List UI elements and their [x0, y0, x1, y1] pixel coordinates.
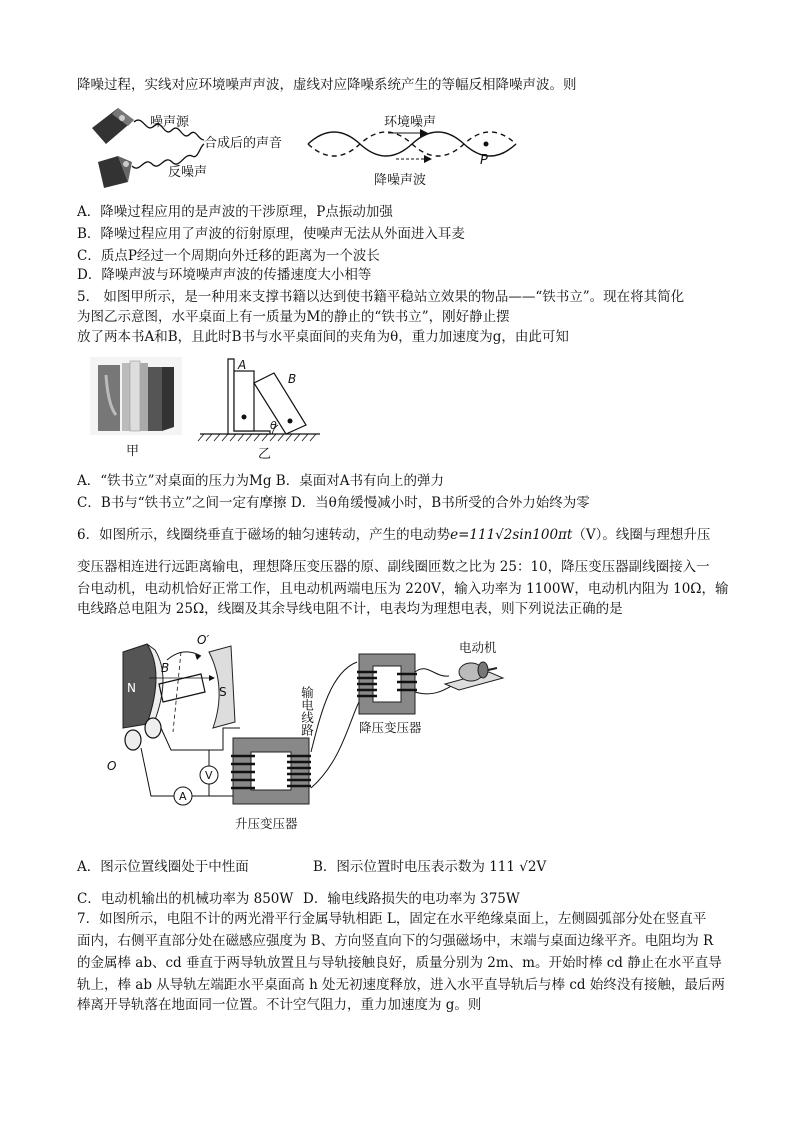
q6-option-a: A．图示位置线圈处于中性面 — [77, 859, 249, 875]
step-up-transformer — [231, 738, 311, 804]
bookend-sketch — [198, 359, 320, 441]
q6-line-3: 台电动机，电动机恰好正常工作，且电动机两端电压为 220V，输入功率为 1100W，电动机内阻为 10Ω，输 — [77, 581, 729, 597]
q6-option-d: D．输电线路损失的电功率为 375W — [303, 891, 520, 907]
q6-line-1-post: （V）。线圈与理想升压 — [572, 527, 711, 543]
step-down-label: 降压变压器 — [359, 720, 422, 735]
env-noise-label: 环境噪声 — [384, 115, 437, 130]
magnet-n-label: N — [127, 681, 136, 695]
noise-source-label: 噪声源 — [150, 115, 190, 130]
q4-option-b: B．降噪过程应用了声波的衍射原理，使噪声无法从外面进入耳麦 — [77, 226, 465, 242]
q5-line-2: 为图乙示意图，水平桌面上有一质量为M的静止的“铁书立”，刚好静止摆 — [77, 309, 510, 325]
q5-line-1: 5． 如图甲所示，是一种用来支撑书籍以达到使书籍平稳站立效果的物品——“铁书立”。现在将其简化 — [77, 289, 685, 305]
book-a — [234, 371, 254, 431]
q6-line-1-pre: 6．如图所示，线圈绕垂直于磁场的轴匀速转动，产生的电动势 — [77, 527, 451, 543]
transmission-figure — [105, 632, 525, 842]
book-a-label: A — [238, 358, 247, 372]
book-b-label: B — [288, 372, 297, 386]
voltmeter-label: V — [205, 769, 213, 782]
q5-option-cd: C．B书与“铁书立”之间一定有摩擦 D．当θ角缓慢减小时，B书所受的合外力始终为零 — [77, 495, 590, 511]
q7-line-4: 轨上，棒 ab 从导轨左端距水平桌面高 h 处无初速度释放，进入水平直导轨后与棒 cd 始终没有接触，最后两 — [77, 977, 725, 993]
anti-noise-speaker-icon — [98, 156, 132, 188]
motor-icon — [445, 662, 503, 690]
noise-cancel-figure — [88, 100, 548, 195]
q5-line-3: 放了两本书A和B，且此时B书与水平桌面间的夹角为θ，重力加速度为g，由此可知 — [77, 329, 569, 345]
q4-option-a: A．降噪过程应用的是声波的干涉原理，P点振动加强 — [77, 204, 393, 220]
point-p — [484, 142, 489, 147]
magnet-s-label: S — [219, 685, 227, 699]
axis-o-label: O — [107, 759, 117, 773]
q6-line-1 — [77, 526, 710, 544]
bookend-photo — [90, 357, 182, 435]
bookend-figure — [88, 355, 328, 465]
emf-formula: e=111√2sin100πt — [450, 527, 573, 543]
combined-sound-label: 合成后的声音 — [204, 136, 283, 151]
q7-line-2: 面内，右侧平直部分处在磁感应强度为 B、方向竖直向下的匀强磁场中，末端与桌面边缘平齐。电阻均为 R — [77, 933, 714, 949]
q4-option-c: C．质点P经过一个周期向外迁移的距离为一个波长 — [77, 248, 380, 264]
q6-option-b: B．图示位置时电压表示数为 111 √2V — [313, 859, 547, 875]
q7-line-1: 7．如图所示，电阻不计的两光滑平行金属导轨相距 L，固定在水平绝缘桌面上，左侧圆弧部分处在竖直平 — [77, 911, 707, 927]
reduce-wave-label: 降噪声波 — [374, 173, 427, 188]
q4-intro: 降噪过程，实线对应环境噪声声波，虚线对应降噪系统产生的等幅反相降噪声波。则 — [77, 77, 577, 93]
q4-option-d: D．降噪声波与环境噪声声波的传播速度大小相等 — [77, 267, 372, 283]
step-down-transformer — [357, 654, 417, 714]
point-p-label: P — [480, 153, 488, 168]
figure-label-jia: 甲 — [126, 444, 140, 459]
q6-line-2: 变压器相连进行远距离输电，理想降压变压器的原、副线圈匝数之比为 25：10，降压变压器副线圈接入一 — [77, 559, 710, 575]
q5-option-ab: A．“铁书立”对桌面的压力为Mg B．桌面对A书有向上的弹力 — [77, 473, 444, 489]
ammeter-label: A — [179, 790, 187, 803]
theta-label: θ — [270, 419, 277, 432]
step-up-label: 升压变压器 — [235, 816, 298, 831]
axis-o-prime-label: O′ — [197, 633, 210, 647]
field-b-label: B — [161, 661, 170, 675]
q6-option-c: C．电动机输出的机械功率为 850W — [77, 891, 294, 907]
transmission-line-label: 输电线路 — [299, 686, 315, 736]
q7-line-5: 棒离开导轨落在地面同一位置。不计空气阻力，重力加速度为 g。则 — [77, 997, 482, 1013]
anti-noise-label: 反噪声 — [168, 165, 208, 180]
q6-line-4: 电线路总电阻为 25Ω，线圈及其余导线电阻不计，电表均为理想电表，则下列说法正确的是 — [77, 601, 623, 617]
figure-label-yi: 乙 — [258, 447, 272, 462]
noise-source-speaker-icon — [92, 108, 134, 144]
q7-line-3: 的金属棒 ab、cd 垂直于两导轨放置且与导轨接触良好，质量分别为 2m、m。开始时棒 cd 静止在水平直导 — [77, 955, 722, 971]
motor-label: 电动机 — [459, 640, 497, 655]
book-b — [254, 373, 306, 434]
